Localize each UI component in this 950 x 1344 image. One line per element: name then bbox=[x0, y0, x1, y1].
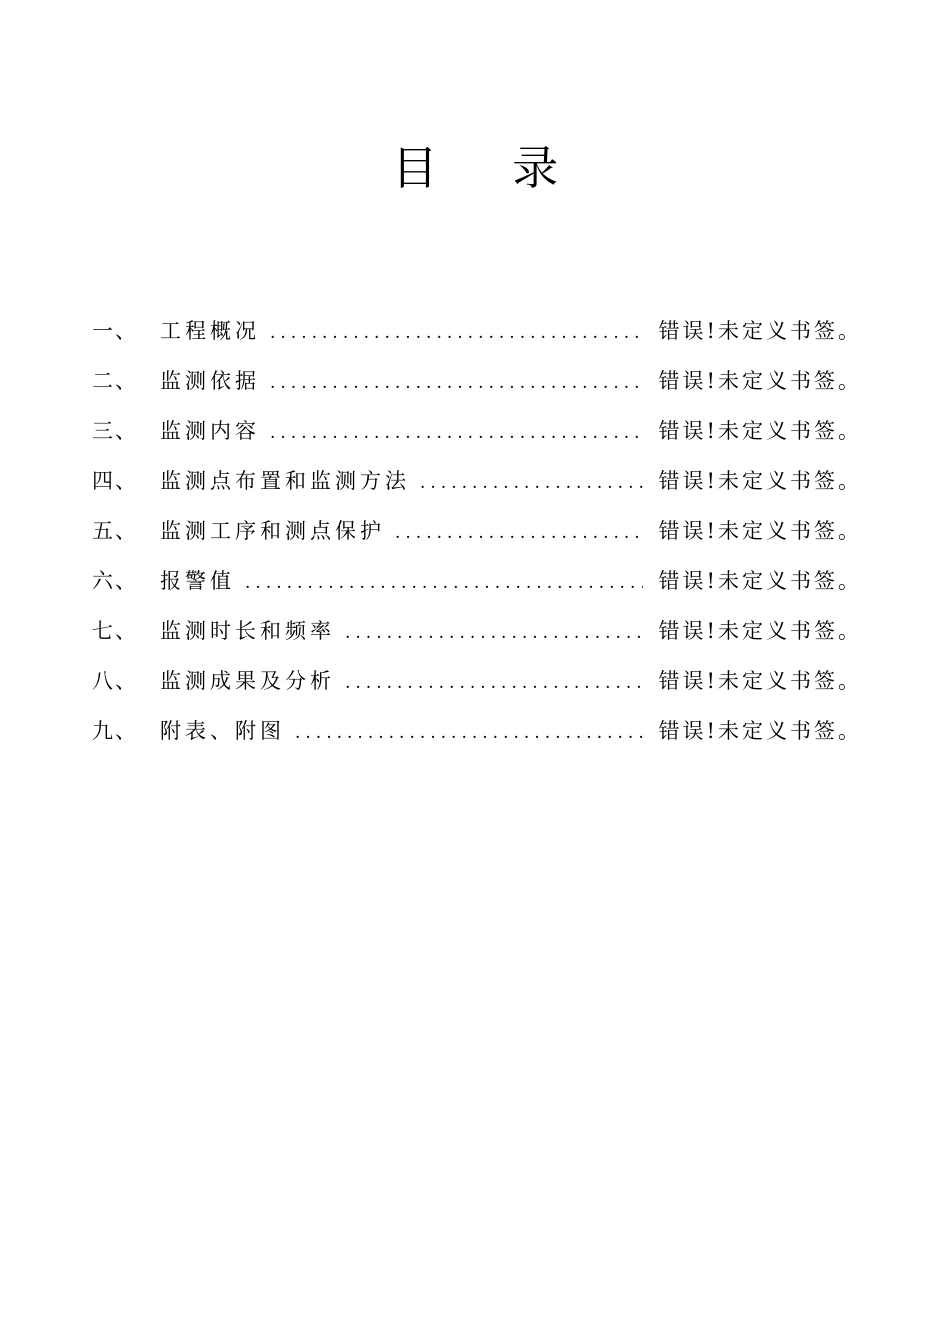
toc-entry-5[interactable] bbox=[92, 506, 862, 556]
toc-dot-leader bbox=[345, 608, 643, 658]
toc-dot-leader bbox=[395, 508, 643, 558]
toc-entry-page-ref: 错误!未定义书签。 bbox=[658, 419, 862, 443]
toc-entry-number: 九、 bbox=[92, 719, 138, 743]
toc-dot-leader bbox=[345, 658, 643, 708]
toc-entry-label: 监测时长和频率 bbox=[160, 619, 335, 643]
toc-entry-page-ref: 错误!未定义书签。 bbox=[658, 469, 862, 493]
toc-entry-label: 监测内容 bbox=[160, 419, 260, 443]
toc-dot-leader bbox=[270, 308, 643, 358]
toc-entry-4[interactable] bbox=[92, 456, 862, 506]
toc-entry-page-ref: 错误!未定义书签。 bbox=[658, 519, 862, 543]
toc-entry-label: 监测依据 bbox=[160, 369, 260, 393]
toc-dot-leader bbox=[295, 708, 643, 758]
toc-entry-label: 工程概况 bbox=[160, 319, 260, 343]
page-title: 目 录 bbox=[391, 141, 589, 195]
toc-dot-leader bbox=[245, 558, 643, 608]
toc-entry-9[interactable] bbox=[92, 706, 862, 756]
toc-entry-label: 监测点布置和监测方法 bbox=[160, 469, 410, 493]
toc-entry-number: 一、 bbox=[92, 319, 138, 343]
toc-entry-3[interactable] bbox=[92, 406, 862, 456]
toc-entry-label: 报警值 bbox=[160, 569, 235, 593]
toc-entry-page-ref: 错误!未定义书签。 bbox=[658, 619, 862, 643]
toc-entry-page-ref: 错误!未定义书签。 bbox=[658, 719, 862, 743]
toc-entry-number: 三、 bbox=[92, 419, 138, 443]
toc-entry-page-ref: 错误!未定义书签。 bbox=[658, 569, 862, 593]
toc-entry-number: 二、 bbox=[92, 369, 138, 393]
toc-entry-page-ref: 错误!未定义书签。 bbox=[658, 669, 862, 693]
toc-entry-number: 七、 bbox=[92, 619, 138, 643]
toc-entry-6[interactable] bbox=[92, 556, 862, 606]
toc-entry-7[interactable] bbox=[92, 606, 862, 656]
toc-entry-1[interactable] bbox=[92, 306, 862, 356]
toc-dot-leader bbox=[270, 408, 643, 458]
toc-entry-8[interactable] bbox=[92, 656, 862, 706]
toc-dot-leader bbox=[420, 458, 643, 508]
toc-entry-number: 八、 bbox=[92, 669, 138, 693]
toc-entry-2[interactable] bbox=[92, 356, 862, 406]
toc-entry-page-ref: 错误!未定义书签。 bbox=[658, 369, 862, 393]
table-of-contents bbox=[92, 306, 862, 756]
toc-entry-label: 监测工序和测点保护 bbox=[160, 519, 385, 543]
toc-entry-number: 四、 bbox=[92, 469, 138, 493]
toc-dot-leader bbox=[270, 358, 643, 408]
toc-entry-label: 监测成果及分析 bbox=[160, 669, 335, 693]
toc-entry-label: 附表、附图 bbox=[160, 719, 285, 743]
toc-entry-page-ref: 错误!未定义书签。 bbox=[658, 319, 862, 343]
toc-entry-number: 五、 bbox=[92, 519, 138, 543]
toc-entry-number: 六、 bbox=[92, 569, 138, 593]
